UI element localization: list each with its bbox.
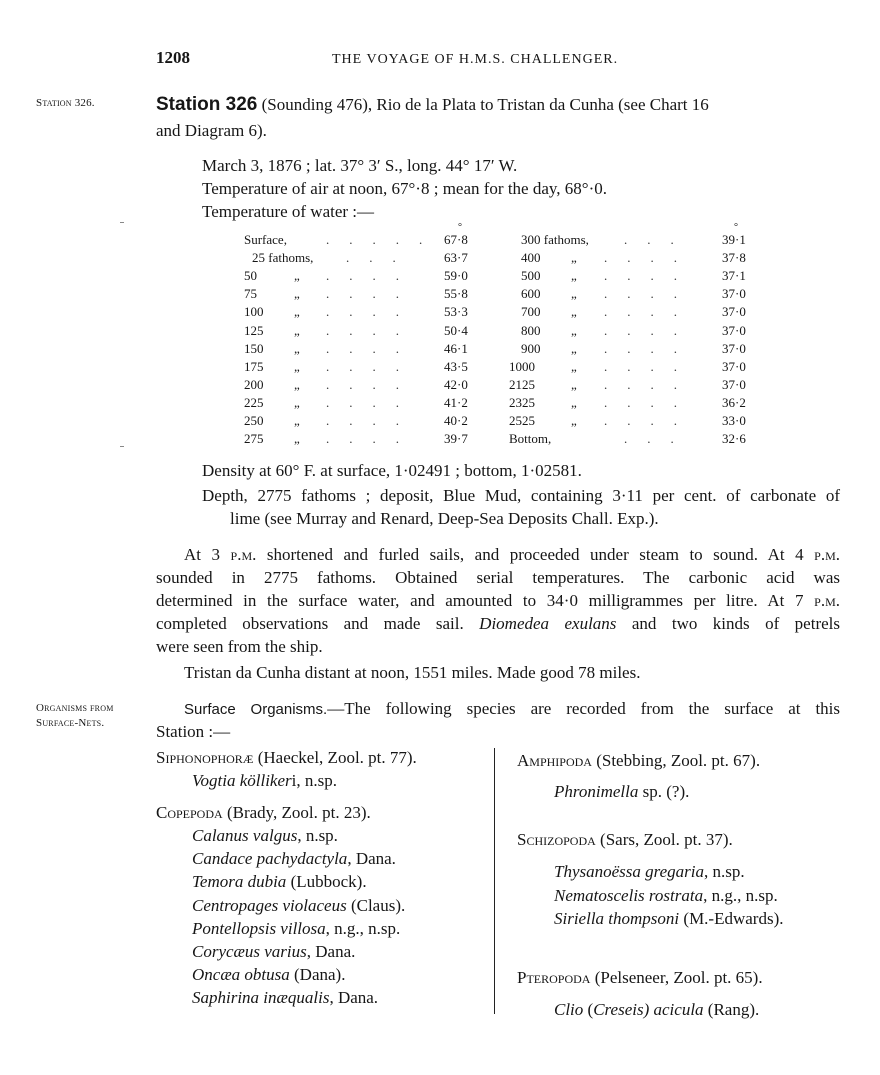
table-ditto: „ — [294, 286, 300, 302]
surface-intro-text: —The following species are recorded from the surface at this — [327, 699, 841, 718]
density-line: Density at 60° F. at surface, 1·02491 ; bottom, 1·02581. — [202, 461, 582, 480]
species-phronimella — [554, 780, 689, 803]
station-heading: Station 326 — [156, 94, 258, 115]
table-ditto: „ — [294, 340, 300, 356]
table-ditto: „ — [571, 394, 577, 410]
pm-abbrev: p.m. — [814, 545, 840, 564]
table-value: 40·2 — [444, 413, 468, 428]
narrative-text: At 3 — [184, 545, 231, 564]
table-depth: 400 — [521, 250, 541, 266]
narrative-text: completed observations and made sail. — [156, 614, 480, 633]
species-authority: (M.-Edwards). — [679, 909, 784, 928]
water-temperature-label: Temperature of water :— — [202, 202, 375, 221]
group-schizopoda — [517, 828, 733, 851]
table-ditto: „ — [294, 304, 300, 320]
station-heading-line2: and Diagram 6). — [156, 121, 267, 140]
group-copepoda — [156, 801, 371, 824]
running-title: THE VOYAGE OF H.M.S. CHALLENGER. — [332, 52, 619, 67]
sidenote-station: Station 326. — [36, 97, 95, 109]
table-value: 37·0 — [722, 304, 746, 320]
sidenote-organisms-from: Organisms from — [36, 702, 114, 714]
species-entry — [192, 824, 338, 847]
margin-tick — [120, 222, 124, 223]
table-leader-dots: .... — [604, 322, 697, 338]
group-reference: (Stebbing, Zool. pt. 67). — [591, 751, 761, 770]
species-authority: , n.sp. — [704, 862, 745, 881]
table-leader-dots: .... — [604, 376, 697, 392]
table-ditto: „ — [571, 250, 577, 266]
species-entry — [192, 870, 367, 893]
table-leader-dots: .... — [326, 304, 419, 320]
species-epithet: ) acicula — [643, 1000, 704, 1019]
surface-organisms-heading: Surface Organisms. — [184, 701, 328, 718]
table-ditto: „ — [571, 340, 577, 356]
table-value: 59·0 — [444, 268, 468, 284]
table-depth: 100 — [244, 304, 264, 320]
species-subgenus: Creseis — [593, 1000, 644, 1019]
table-leader-dots: ... — [624, 431, 694, 447]
station-heading-line — [156, 93, 840, 116]
table-value: 37·1 — [722, 268, 746, 284]
species-entry — [192, 940, 355, 963]
table-ditto: „ — [294, 431, 300, 447]
table-value: 50·4 — [444, 322, 468, 338]
table-value: 37·0 — [722, 358, 746, 374]
table-depth: 200 — [244, 376, 264, 392]
table-leader-dots: .... — [326, 268, 419, 284]
table-depth: 600 — [521, 286, 541, 302]
table-depth: 225 — [244, 394, 264, 410]
table-depth: 900 — [521, 340, 541, 356]
narrative-line-6: Tristan da Cunha distant at noon, 1551 miles. Made good 78 miles. — [184, 663, 641, 682]
narrative-line-2: sounded in 2775 fathoms. Obtained serial temperatures. The carbonic acid was — [156, 568, 840, 587]
species-authority: , Dana. — [347, 849, 396, 869]
species-name: Vogtia kölliker — [192, 771, 292, 790]
species-vogtia — [192, 769, 337, 792]
species-entry — [554, 860, 745, 883]
narrative-line-1 — [184, 543, 840, 566]
table-value: 37·0 — [722, 340, 746, 356]
group-name: Siphonophoræ — [156, 748, 254, 767]
narrative-line-4 — [156, 612, 840, 635]
table-depth: 800 — [521, 322, 541, 338]
table-value: 63·7 — [444, 250, 468, 266]
species-name: Phronimella — [554, 782, 639, 801]
table-depth: Bottom, — [509, 431, 552, 447]
group-siphonophorae — [156, 746, 417, 769]
table-value: 36·2 — [722, 394, 746, 410]
table-depth: 125 — [244, 322, 264, 338]
table-ditto: „ — [571, 286, 577, 302]
table-leader-dots: .... — [604, 394, 697, 410]
table-depth: 175 — [244, 358, 264, 374]
temperature-table — [244, 222, 764, 452]
table-value: 37·0 — [722, 376, 746, 392]
table-leader-dots: .... — [326, 376, 419, 392]
table-value: 39·7 — [444, 431, 468, 447]
table-depth: 75 — [244, 286, 257, 302]
species-name: Diomedea exulans — [479, 614, 617, 633]
margin-tick — [120, 446, 124, 447]
table-ditto: „ — [294, 376, 300, 392]
species-name: Temora dubia — [192, 872, 287, 892]
table-leader-dots: ... — [346, 250, 416, 266]
species-clio — [554, 998, 759, 1021]
species-entry — [192, 917, 400, 940]
species-name: Pontellopsis villosa — [192, 918, 326, 938]
date-position-line: March 3, 1876 ; lat. 37° 3′ S., long. 44° 17′ W. — [202, 156, 518, 175]
table-leader-dots: .... — [604, 340, 697, 356]
group-name: Amphipoda — [517, 751, 592, 770]
table-depth: 150 — [244, 340, 264, 356]
species-authority: , n.g., n.sp. — [703, 885, 778, 905]
table-leader-dots: ..... — [326, 232, 443, 247]
group-amphipoda — [517, 749, 760, 772]
species-entry — [192, 963, 345, 986]
narrative-text: shortened and furled sails, and proceeded under steam to sound. At 4 — [256, 545, 815, 564]
species-authority: sp. (?). — [638, 782, 690, 801]
species-authority: , n.sp. — [297, 826, 338, 845]
table-depth: 2325 — [509, 394, 535, 410]
group-reference: (Pelseneer, Zool. pt. 65). — [590, 968, 763, 987]
table-leader-dots: .... — [604, 268, 697, 284]
page-number: 1208 — [156, 48, 190, 67]
station-heading-rest: (Sounding 476), Rio de la Plata to Tristan da Cunha (see Chart 16 — [257, 95, 709, 114]
table-depth: 1000 — [509, 358, 535, 374]
group-reference: (Sars, Zool. pt. 37). — [595, 830, 733, 849]
table-ditto: „ — [571, 358, 577, 374]
species-entry — [192, 847, 396, 870]
table-leader-dots: .... — [604, 250, 697, 266]
table-leader-dots: .... — [604, 304, 697, 320]
table-ditto: „ — [571, 413, 577, 428]
pm-abbrev: p.m. — [814, 591, 840, 610]
table-ditto: „ — [571, 304, 577, 320]
table-value: 32·6 — [722, 431, 746, 447]
table-leader-dots: .... — [326, 431, 419, 447]
species-name: Corycæus varius — [192, 942, 307, 961]
depth-line-1: Depth, 2775 fathoms ; deposit, Blue Mud, containing 3·11 per cent. of carbonate of — [202, 486, 840, 505]
species-authority: (Dana). — [289, 965, 346, 985]
species-entry — [554, 884, 778, 907]
air-temperature-line: Temperature of air at noon, 67°·8 ; mean for the day, 68°·0. — [202, 179, 607, 198]
table-value: 42·0 — [444, 376, 468, 392]
table-value: 67·8 — [444, 232, 468, 247]
species-authority: i, n.sp. — [291, 771, 337, 790]
species-name: Oncæa obtusa — [192, 965, 290, 985]
pm-abbrev: p.m. — [230, 545, 257, 564]
table-ditto: „ — [294, 268, 300, 284]
table-leader-dots: .... — [326, 322, 419, 338]
table-ditto: „ — [571, 322, 577, 338]
table-leader-dots: .... — [326, 413, 419, 428]
table-ditto: „ — [294, 322, 300, 338]
species-name: Thysanoëssa gregaria — [554, 862, 705, 881]
species-authority: (Claus). — [346, 895, 406, 915]
group-name: Schizopoda — [517, 830, 596, 849]
table-depth: 2525 — [509, 413, 535, 428]
species-name: Centropages violaceus — [192, 895, 347, 915]
species-name: Calanus valgus — [192, 826, 298, 845]
species-entry — [554, 907, 784, 930]
narrative-line-3 — [156, 589, 840, 612]
species-authority: (Lubbock). — [286, 872, 367, 892]
table-value: 55·8 — [444, 286, 468, 302]
species-name: Candace pachydactyla — [192, 849, 348, 869]
table-leader-dots: .... — [326, 286, 419, 302]
table-leader-dots: .... — [604, 358, 697, 374]
table-value: 37·8 — [722, 250, 746, 266]
species-authority: (Rang). — [703, 1000, 760, 1019]
table-depth: 500 — [521, 268, 541, 284]
species-name: Nematoscelis rostrata — [554, 885, 704, 905]
table-leader-dots: .... — [604, 413, 697, 428]
table-ditto: „ — [294, 413, 300, 428]
species-entry — [192, 894, 405, 917]
table-value: 43·5 — [444, 358, 468, 374]
species-authority: , Dana. — [329, 988, 379, 1008]
table-ditto: „ — [571, 376, 577, 392]
group-pteropoda — [517, 966, 763, 989]
surface-intro-line-2: Station :— — [156, 722, 231, 741]
species-authority: , Dana. — [306, 942, 356, 961]
species-name: Siriella thompsoni — [554, 909, 680, 928]
table-depth: Surface, — [244, 232, 287, 247]
table-depth: 700 — [521, 304, 541, 320]
table-ditto: „ — [571, 268, 577, 284]
table-leader-dots: .... — [326, 358, 419, 374]
table-depth: 25 fathoms, — [252, 250, 314, 266]
table-depth: 2125 — [509, 376, 535, 392]
surface-organisms-intro — [184, 697, 840, 721]
table-value: 53·3 — [444, 304, 468, 320]
table-leader-dots: .... — [604, 286, 697, 302]
narrative-text: determined in the surface water, and amounted to 34·0 milligrammes per litre. At 7 — [156, 591, 815, 610]
table-ditto: „ — [294, 394, 300, 410]
group-reference: (Haeckel, Zool. pt. 77). — [253, 748, 417, 767]
table-value: 37·0 — [722, 286, 746, 302]
table-ditto: „ — [294, 358, 300, 374]
degree-mark-left: ° — [458, 222, 462, 233]
species-punct: ( — [583, 1000, 594, 1019]
narrative-line-5: were seen from the ship. — [156, 637, 323, 656]
table-depth: 300 fathoms, — [521, 232, 589, 247]
table-leader-dots: ... — [624, 232, 694, 247]
table-depth: 275 — [244, 431, 264, 447]
narrative-text: and two kinds of petrels — [616, 614, 840, 633]
table-depth: 250 — [244, 413, 264, 428]
table-value: 37·0 — [722, 322, 746, 338]
group-name: Pteropoda — [517, 968, 591, 987]
column-divider — [494, 748, 495, 1014]
table-depth: 50 — [244, 268, 257, 284]
group-name: Copepoda — [156, 803, 223, 822]
group-reference: (Brady, Zool. pt. 23). — [222, 803, 371, 822]
degree-mark-right: ° — [734, 222, 738, 233]
table-leader-dots: .... — [326, 340, 419, 356]
table-value: 33·0 — [722, 413, 746, 428]
species-name: Saphirina inæqualis — [192, 988, 330, 1008]
species-authority: , n.g., n.sp. — [325, 918, 401, 938]
table-value: 41·2 — [444, 394, 468, 410]
table-value: 46·1 — [444, 340, 468, 356]
table-value: 39·1 — [722, 232, 746, 247]
species-entry — [192, 986, 378, 1009]
depth-line-2: lime (see Murray and Renard, Deep-Sea Deposits Chall. Exp.). — [230, 509, 659, 528]
table-leader-dots: .... — [326, 394, 419, 410]
species-name: Clio — [554, 1000, 584, 1019]
sidenote-surface-nets: Surface-Nets. — [36, 717, 105, 729]
